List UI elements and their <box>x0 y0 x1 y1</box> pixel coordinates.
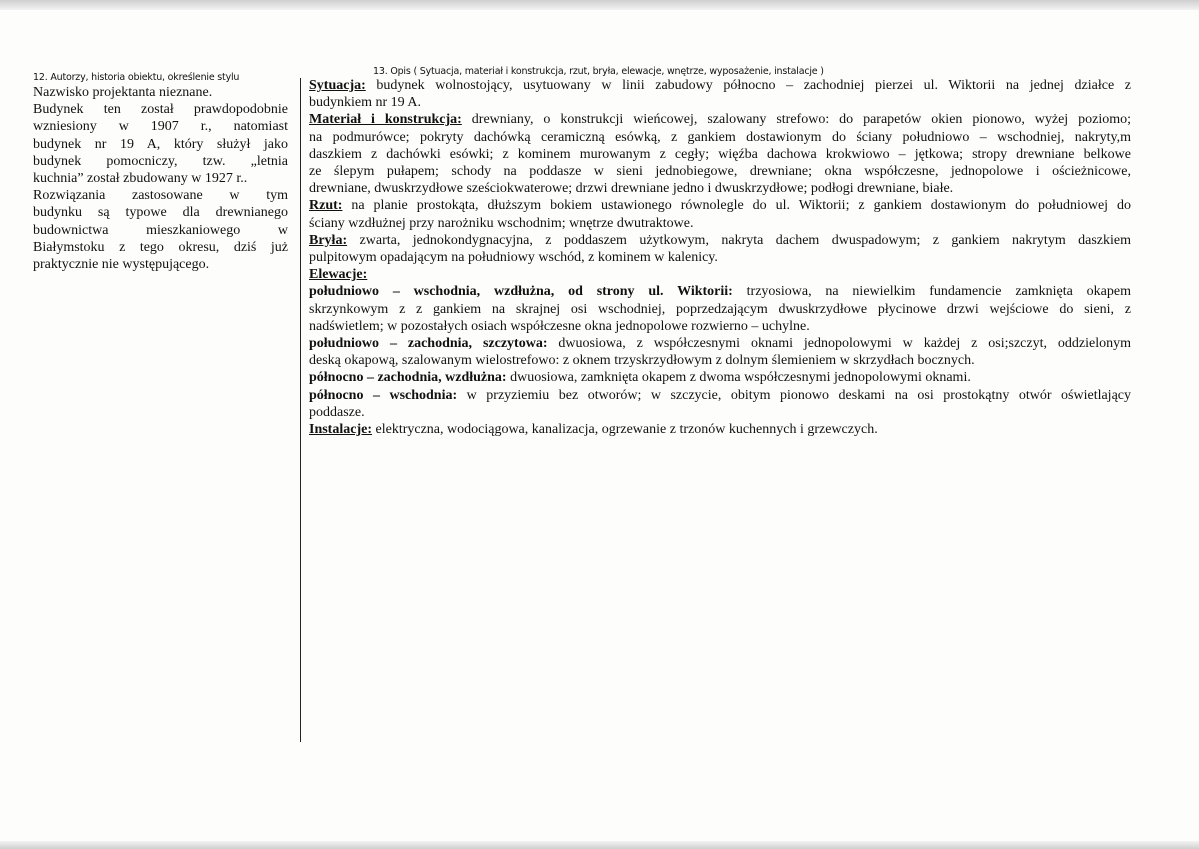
instalacje-line: Instalacje: elektryczna, wodociągowa, kanalizacja, ogrzewanie z trzonów kuchennych i grzewczych. <box>309 422 878 438</box>
scan-bottom-edge <box>0 841 1199 849</box>
elevation-sw-label: południowo – zachodnia, szczytowa: <box>309 336 548 352</box>
elevation-nw-line: północno – zachodnia, wzdłużna: dwuosiowa, zamknięta okapem z dwoma współczesnymi jednopolowymi oknami. <box>309 370 971 386</box>
elevation-nw-label: północno – zachodnia, wzdłużna: <box>309 370 507 386</box>
material-label: Materiał i konstrukcja: <box>309 112 462 128</box>
text-line: praktycznie nie występującego. <box>33 257 210 273</box>
left-section-header: 12. Autorzy, historia obiektu, określenie stylu <box>33 72 240 83</box>
text-line: pulpitowym opadającym na południowy wschód, z kominem w kalenicy. <box>309 250 718 266</box>
text-line: budynek nr 19 A, który służył jako <box>33 136 288 152</box>
text-line: Rozwiązania zastosowane w tym <box>33 188 288 204</box>
bryla-label: Bryła: <box>309 232 348 248</box>
rzut-line: Rzut: na planie prostokąta, dłuższym bokiem ustawionego równolegle do ul. Wiktorii; z gankiem dostawionym do południowej do <box>309 198 1132 214</box>
text-line: Nazwisko projektanta nieznane. <box>33 85 213 100</box>
right-section-header: 13. Opis ( Sytuacja, materiał i konstrukcja, rzut, bryła, elewacje, wnętrze, wyposażenie, instalacje ) <box>373 66 824 77</box>
text-line: nadświetlem; w pozostałych osiach współczesne okna jednopolowe rozwierno – uchylne. <box>309 318 810 334</box>
elevation-ne-line: północno – wschodnia: w przyziemiu bez otworów; w szczycie, obitym pionowo deskami na osi prostokątny otwór oświetlający <box>309 387 1132 403</box>
instalacje-label: Instalacje: <box>309 422 372 438</box>
text-line: Białymstoku z tego okresu, dziś już <box>33 239 288 255</box>
text-line: drewniane, dwuskrzydłowe sześciokwaterowe; drzwi drewniane jedno i dwuskrzydłowe; podłogi drewniane, białe. <box>309 181 954 197</box>
text-line: Budynek ten został prawdopodobnie <box>33 102 288 118</box>
text-line: ściany wzdłużnej przy narożniku wschodnim; wnętrze dwutraktowe. <box>309 215 694 231</box>
sytuacja-label: Sytuacja: <box>309 78 366 93</box>
elevation-se-label: południowo – wschodnia, wzdłużna, od strony ul. Wiktorii: <box>309 284 733 300</box>
text-line: skrzynkowym z z gankiem na skrajnej osi wschodniej, poprzedzającym dwuskrzydłowe płycinowe drzwi wejściowe do sieni, z <box>309 301 1131 317</box>
text-line: daszkiem z dachówki esówki; z kominem murowanym z cegły; więźba dachowa krokwiowo – jętkowa; stropy drewniane belkowe <box>309 146 1131 162</box>
elewacje-heading <box>309 266 1131 283</box>
text-line: budynkiem nr 19 A. <box>309 95 421 111</box>
text-line: deską okapową, szalowanym wielostrefowo: z oknem trzyskrzydłowym z dolnym ślemieniem w skrzydłach bocznych. <box>309 353 975 369</box>
scan-top-edge <box>0 0 1199 10</box>
elevation-sw-line: południowo – zachodnia, szczytowa: dwuosiowa, z współczesnymi oknami jednopolowymi w każdej z osi;szczyt, oddzielonym <box>309 336 1132 352</box>
sytuacja-line: Sytuacja: budynek wolnostojący, usytuowany w linii zabudowy północno – zachodniej pierzei ul. Wiktorii na jednej działce z <box>309 78 1132 93</box>
text-line: wzniesiony w 1907 r., natomiast <box>33 119 288 135</box>
text-line: budownictwa mieszkaniowego w <box>33 222 288 238</box>
rzut-label: Rzut: <box>309 198 343 214</box>
column-divider <box>300 78 301 742</box>
elevation-se-line: południowo – wschodnia, wzdłużna, od strony ul. Wiktorii: trzyosiowa, na niewielkim fundamencie zamknięta okapem <box>309 284 1131 300</box>
authors-history-text <box>33 84 288 273</box>
text-line: na podmurówce; pokryty dachówką ceramiczną esówką, z gankiem dostawionym do ściany południowo – wschodniej, nakryty,m <box>309 129 1131 145</box>
text-line: poddasze. <box>309 404 365 420</box>
text-line: budynek pomocniczy, tzw. „letnia <box>33 153 288 169</box>
elevation-ne-label: północno – wschodnia: <box>309 387 458 403</box>
material-line: Materiał i konstrukcja: drewniany, o konstrukcji wieńcowej, szalowany strefowo: do parapetów okien pionowo, wyżej poziomo; <box>309 112 1132 128</box>
text-line: ze ślepym pułapem; schody na poddasze w sieni jednobiegowe, drewniane; okna współczesne, jednopolowe i ościeżnicowe, <box>309 164 1131 180</box>
text-line: budynku są typowe dla drewnianego <box>33 205 288 221</box>
text-line: kuchnia” został zbudowany w 1927 r.. <box>33 171 248 187</box>
elewacje-label: Elewacje: <box>309 267 368 283</box>
description-text <box>309 77 1131 438</box>
bryla-line: Bryła: zwarta, jednokondygnacyjna, z poddaszem użytkowym, nakryta dachem dwuspadowym; z gankiem nakrytym daszkiem <box>309 232 1131 248</box>
